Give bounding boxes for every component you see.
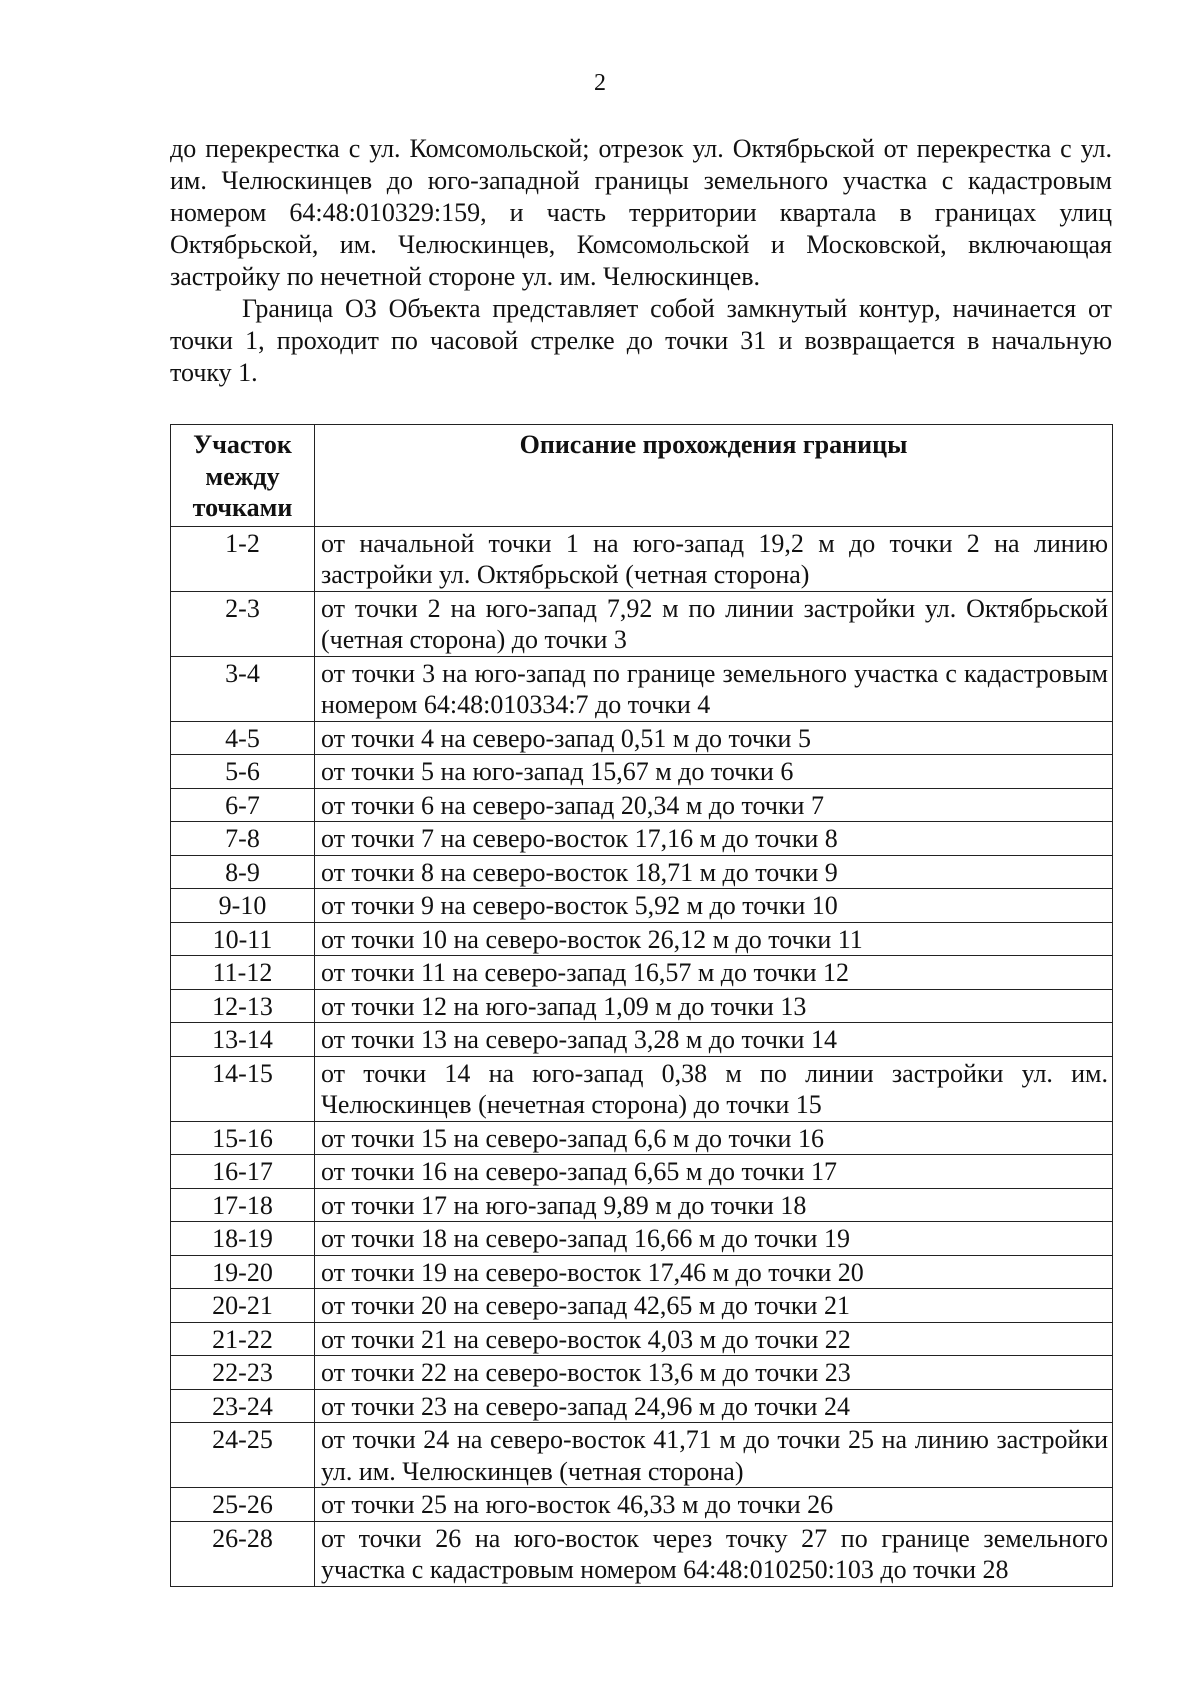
table-row [171, 1488, 1113, 1522]
description-cell: от точки 3 на юго-запад по границе земельного участка с кадастровым номером 64:48:010334:7 до точки 4 [315, 656, 1113, 721]
table-header-row [171, 425, 1113, 527]
segment-cell: 14-15 [171, 1056, 315, 1121]
table-row [171, 1255, 1113, 1289]
description-cell: от точки 24 на северо-восток 41,71 м до точки 25 на линию застройки ул. им. Челюскинцев (четная сторона) [315, 1423, 1113, 1488]
table-row [171, 526, 1113, 591]
table-row [171, 1322, 1113, 1356]
table-row [171, 989, 1113, 1023]
table-row [171, 591, 1113, 656]
description-cell: от точки 16 на северо-запад 6,65 м до точки 17 [315, 1155, 1113, 1189]
description-cell: от точки 17 на юго-запад 9,89 м до точки 18 [315, 1188, 1113, 1222]
segment-cell: 18-19 [171, 1222, 315, 1256]
table-row [171, 788, 1113, 822]
segment-cell: 20-21 [171, 1289, 315, 1323]
table-row [171, 855, 1113, 889]
description-cell: от точки 12 на юго-запад 1,09 м до точки 13 [315, 989, 1113, 1023]
description-cell: от точки 19 на северо-восток 17,46 м до точки 20 [315, 1255, 1113, 1289]
body-text [170, 133, 1112, 389]
table-row [171, 1056, 1113, 1121]
description-cell: от точки 10 на северо-восток 26,12 м до точки 11 [315, 922, 1113, 956]
description-cell: от точки 20 на северо-запад 42,65 м до точки 21 [315, 1289, 1113, 1323]
paragraph-boundary-intro: Граница ОЗ Объекта представляет собой замкнутый контур, начинается от точки 1, проходит по часовой стрелке до точки 31 и возвращается в начальную точку 1. [170, 294, 1112, 387]
table-row [171, 1155, 1113, 1189]
segment-cell: 9-10 [171, 889, 315, 923]
page-number: 2 [594, 70, 606, 96]
description-cell: от точки 26 на юго-восток через точку 27 по границе земельного участка с кадастровым номером 64:48:010250:103 до точки 28 [315, 1521, 1113, 1586]
description-cell: от точки 4 на северо-запад 0,51 м до точки 5 [315, 721, 1113, 755]
segment-cell: 24-25 [171, 1423, 315, 1488]
segment-cell: 3-4 [171, 656, 315, 721]
segment-cell: 23-24 [171, 1389, 315, 1423]
table-row [171, 922, 1113, 956]
segment-cell: 16-17 [171, 1155, 315, 1189]
description-cell: от точки 13 на северо-запад 3,28 м до точки 14 [315, 1023, 1113, 1057]
segment-cell: 10-11 [171, 922, 315, 956]
table-body [171, 526, 1113, 1586]
segment-cell: 17-18 [171, 1188, 315, 1222]
description-cell: от точки 5 на юго-запад 15,67 м до точки 6 [315, 755, 1113, 789]
segment-cell: 7-8 [171, 822, 315, 856]
segment-cell: 22-23 [171, 1356, 315, 1390]
description-cell: от точки 21 на северо-восток 4,03 м до точки 22 [315, 1322, 1113, 1356]
table-row [171, 1289, 1113, 1323]
table-row [171, 822, 1113, 856]
segment-cell: 13-14 [171, 1023, 315, 1057]
segment-cell: 19-20 [171, 1255, 315, 1289]
table-row [171, 656, 1113, 721]
description-cell: от точки 9 на северо-восток 5,92 м до точки 10 [315, 889, 1113, 923]
table-row [171, 956, 1113, 990]
description-cell: от точки 25 на юго-восток 46,33 м до точки 26 [315, 1488, 1113, 1522]
segment-cell: 21-22 [171, 1322, 315, 1356]
segment-cell: 26-28 [171, 1521, 315, 1586]
segment-cell: 12-13 [171, 989, 315, 1023]
table-row [171, 889, 1113, 923]
segment-cell: 11-12 [171, 956, 315, 990]
table-row [171, 755, 1113, 789]
table-row [171, 1423, 1113, 1488]
header-segment: Участок между точками [171, 425, 315, 527]
table-row [171, 1188, 1113, 1222]
table-row [171, 1023, 1113, 1057]
segment-cell: 1-2 [171, 526, 315, 591]
description-cell: от точки 14 на юго-запад 0,38 м по линии застройки ул. им. Челюскинцев (нечетная сторона) до точки 15 [315, 1056, 1113, 1121]
description-cell: от точки 18 на северо-запад 16,66 м до точки 19 [315, 1222, 1113, 1256]
table-row [171, 1356, 1113, 1390]
segment-cell: 6-7 [171, 788, 315, 822]
paragraph-continuation: до перекрестка с ул. Комсомольской; отрезок ул. Октябрьской от перекрестка с ул. им. Челюскинцев до юго-западной границы земельного участка с кадастровым номером 64:48:010329:159, и часть территории квартала в границах улиц Октябрьской, им. Челюскинцев, Комсомольской и Московской, включающая застройку по нечетной стороне ул. им. Челюскинцев. [170, 134, 1112, 291]
table-row [171, 721, 1113, 755]
description-cell: от начальной точки 1 на юго-запад 19,2 м до точки 2 на линию застройки ул. Октябрьской (четная сторона) [315, 526, 1113, 591]
segment-cell: 4-5 [171, 721, 315, 755]
table-row [171, 1389, 1113, 1423]
description-cell: от точки 8 на северо-восток 18,71 м до точки 9 [315, 855, 1113, 889]
boundary-table [170, 424, 1113, 1587]
header-description: Описание прохождения границы [315, 425, 1113, 527]
segment-cell: 15-16 [171, 1121, 315, 1155]
table-row [171, 1521, 1113, 1586]
segment-cell: 2-3 [171, 591, 315, 656]
description-cell: от точки 6 на северо-запад 20,34 м до точки 7 [315, 788, 1113, 822]
segment-cell: 8-9 [171, 855, 315, 889]
description-cell: от точки 2 на юго-запад 7,92 м по линии застройки ул. Октябрьской (четная сторона) до точки 3 [315, 591, 1113, 656]
description-cell: от точки 23 на северо-запад 24,96 м до точки 24 [315, 1389, 1113, 1423]
table-row [171, 1121, 1113, 1155]
description-cell: от точки 11 на северо-запад 16,57 м до точки 12 [315, 956, 1113, 990]
description-cell: от точки 7 на северо-восток 17,16 м до точки 8 [315, 822, 1113, 856]
table-row [171, 1222, 1113, 1256]
segment-cell: 25-26 [171, 1488, 315, 1522]
description-cell: от точки 15 на северо-запад 6,6 м до точки 16 [315, 1121, 1113, 1155]
segment-cell: 5-6 [171, 755, 315, 789]
description-cell: от точки 22 на северо-восток 13,6 м до точки 23 [315, 1356, 1113, 1390]
